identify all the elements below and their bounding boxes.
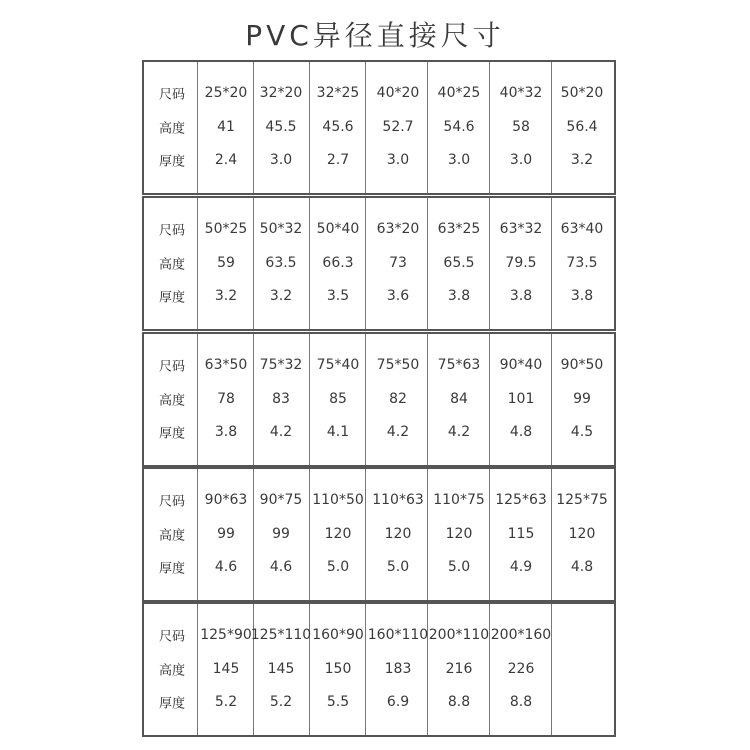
thickness-cell: 4.2	[386, 424, 410, 440]
page-title: PVC异径直接尺寸	[245, 19, 505, 52]
size-cell: 125*63	[495, 492, 547, 508]
size-cell: 200*110	[428, 627, 490, 643]
height-cell: 73	[389, 255, 407, 271]
row-label-size: 尺码	[158, 223, 186, 239]
column-divider	[309, 604, 310, 735]
column-divider	[309, 334, 310, 465]
size-cell: 63*40	[560, 221, 604, 237]
height-cell: 54.6	[443, 119, 475, 135]
column-divider	[365, 469, 366, 600]
column-divider	[365, 334, 366, 465]
thickness-cell: 3.5	[326, 288, 350, 304]
column-divider	[427, 334, 428, 465]
column-divider	[489, 62, 490, 193]
height-cell: 58	[512, 119, 530, 135]
size-cell: 110*75	[433, 492, 485, 508]
row-label-thickness: 厚度	[158, 696, 186, 712]
row-label-height: 高度	[158, 257, 186, 273]
thickness-cell: 3.0	[509, 152, 533, 168]
size-cell: 160*90	[312, 627, 364, 643]
height-cell: 120	[568, 526, 596, 542]
thickness-cell: 3.0	[269, 152, 293, 168]
size-cell: 50*40	[316, 221, 360, 237]
height-cell: 120	[445, 526, 473, 542]
size-cell: 90*40	[499, 357, 543, 373]
row-label-thickness: 厚度	[158, 290, 186, 306]
row-label-thickness: 厚度	[158, 561, 186, 577]
thickness-cell: 6.9	[386, 694, 410, 710]
size-cell: 75*50	[376, 357, 420, 373]
thickness-cell: 4.2	[269, 424, 293, 440]
thickness-cell: 4.8	[509, 424, 533, 440]
column-divider	[489, 334, 490, 465]
height-cell: 99	[573, 391, 591, 407]
height-cell: 101	[507, 391, 535, 407]
height-cell: 150	[324, 661, 352, 677]
size-cell: 63*20	[376, 221, 420, 237]
size-cell: 125*75	[556, 492, 608, 508]
thickness-cell: 5.0	[386, 559, 410, 575]
size-cell: 40*25	[437, 85, 481, 101]
column-divider	[253, 469, 254, 600]
size-cell: 32*25	[316, 85, 360, 101]
size-table-block	[142, 60, 616, 195]
height-cell: 145	[212, 661, 240, 677]
size-cell: 160*110	[367, 627, 429, 643]
size-cell: 125*90	[200, 627, 252, 643]
column-divider	[427, 62, 428, 193]
column-divider	[427, 604, 428, 735]
height-cell: 84	[450, 391, 468, 407]
height-cell: 45.5	[265, 119, 297, 135]
size-cell: 75*63	[437, 357, 481, 373]
height-cell: 115	[507, 526, 535, 542]
thickness-cell: 5.2	[269, 694, 293, 710]
thickness-cell: 4.6	[214, 559, 238, 575]
thickness-cell: 4.9	[509, 559, 533, 575]
row-label-height: 高度	[158, 393, 186, 409]
row-label-thickness: 厚度	[158, 154, 186, 170]
size-cell: 75*32	[259, 357, 303, 373]
row-label-height: 高度	[158, 528, 186, 544]
column-divider	[427, 469, 428, 600]
column-divider	[365, 604, 366, 735]
row-label-height: 高度	[158, 121, 186, 137]
size-cell: 32*20	[259, 85, 303, 101]
row-label-size: 尺码	[158, 359, 186, 375]
height-cell: 78	[217, 391, 235, 407]
height-cell: 85	[329, 391, 347, 407]
size-cell: 90*63	[204, 492, 248, 508]
thickness-cell: 3.8	[509, 288, 533, 304]
thickness-cell: 3.0	[386, 152, 410, 168]
height-cell: 226	[507, 661, 535, 677]
size-cell: 25*20	[204, 85, 248, 101]
column-divider	[489, 198, 490, 329]
thickness-cell: 2.7	[326, 152, 350, 168]
row-label-size: 尺码	[158, 629, 186, 645]
column-divider	[427, 198, 428, 329]
size-cell: 63*50	[204, 357, 248, 373]
column-divider	[253, 334, 254, 465]
column-divider	[197, 469, 198, 600]
thickness-cell: 3.2	[570, 152, 594, 168]
column-divider	[253, 62, 254, 193]
size-cell: 50*32	[259, 221, 303, 237]
thickness-cell: 3.6	[386, 288, 410, 304]
size-cell: 110*63	[372, 492, 424, 508]
thickness-cell: 2.4	[214, 152, 238, 168]
column-divider	[197, 334, 198, 465]
size-cell: 90*50	[560, 357, 604, 373]
row-label-thickness: 厚度	[158, 426, 186, 442]
column-divider	[309, 198, 310, 329]
thickness-cell: 5.2	[214, 694, 238, 710]
size-cell: 50*25	[204, 221, 248, 237]
height-cell: 145	[267, 661, 295, 677]
thickness-cell: 3.8	[214, 424, 238, 440]
height-cell: 65.5	[443, 255, 475, 271]
thickness-cell: 3.8	[570, 288, 594, 304]
height-cell: 79.5	[505, 255, 537, 271]
size-cell: 63*32	[499, 221, 543, 237]
height-cell: 120	[384, 526, 412, 542]
size-cell: 75*40	[316, 357, 360, 373]
column-divider	[197, 604, 198, 735]
thickness-cell: 5.0	[447, 559, 471, 575]
height-cell: 56.4	[566, 119, 598, 135]
height-cell: 120	[324, 526, 352, 542]
height-cell: 41	[217, 119, 235, 135]
height-cell: 99	[272, 526, 290, 542]
thickness-cell: 5.5	[326, 694, 350, 710]
height-cell: 59	[217, 255, 235, 271]
column-divider	[309, 469, 310, 600]
size-cell: 63*25	[437, 221, 481, 237]
size-cell: 110*50	[312, 492, 364, 508]
height-cell: 82	[389, 391, 407, 407]
size-cell: 90*75	[259, 492, 303, 508]
thickness-cell: 4.5	[570, 424, 594, 440]
height-cell: 83	[272, 391, 290, 407]
row-label-size: 尺码	[158, 494, 186, 510]
row-label-size: 尺码	[158, 87, 186, 103]
column-divider	[489, 604, 490, 735]
thickness-cell: 4.1	[326, 424, 350, 440]
size-cell: 40*32	[499, 85, 543, 101]
size-cell: 40*20	[376, 85, 420, 101]
thickness-cell: 3.2	[269, 288, 293, 304]
thickness-cell: 4.6	[269, 559, 293, 575]
thickness-cell: 8.8	[447, 694, 471, 710]
column-divider	[197, 198, 198, 329]
height-cell: 45.6	[322, 119, 354, 135]
column-divider	[365, 62, 366, 193]
thickness-cell: 3.2	[214, 288, 238, 304]
column-divider	[551, 604, 552, 735]
thickness-cell: 4.2	[447, 424, 471, 440]
height-cell: 73.5	[566, 255, 598, 271]
column-divider	[253, 198, 254, 329]
height-cell: 99	[217, 526, 235, 542]
row-label-height: 高度	[158, 663, 186, 679]
thickness-cell: 8.8	[509, 694, 533, 710]
height-cell: 66.3	[322, 255, 354, 271]
column-divider	[551, 62, 552, 193]
thickness-cell: 3.8	[447, 288, 471, 304]
column-divider	[551, 469, 552, 600]
size-table-block	[142, 467, 616, 602]
column-divider	[365, 198, 366, 329]
size-table-block	[142, 196, 616, 331]
size-cell: 200*160	[490, 627, 552, 643]
height-cell: 183	[384, 661, 412, 677]
height-cell: 216	[445, 661, 473, 677]
size-cell: 125*110	[250, 627, 312, 643]
height-cell: 52.7	[382, 119, 414, 135]
thickness-cell: 3.0	[447, 152, 471, 168]
column-divider	[551, 198, 552, 329]
thickness-cell: 4.8	[570, 559, 594, 575]
thickness-cell: 5.0	[326, 559, 350, 575]
column-divider	[551, 334, 552, 465]
size-cell: 50*20	[560, 85, 604, 101]
column-divider	[253, 604, 254, 735]
height-cell: 63.5	[265, 255, 297, 271]
column-divider	[489, 469, 490, 600]
column-divider	[197, 62, 198, 193]
size-table-block	[142, 332, 616, 467]
column-divider	[309, 62, 310, 193]
